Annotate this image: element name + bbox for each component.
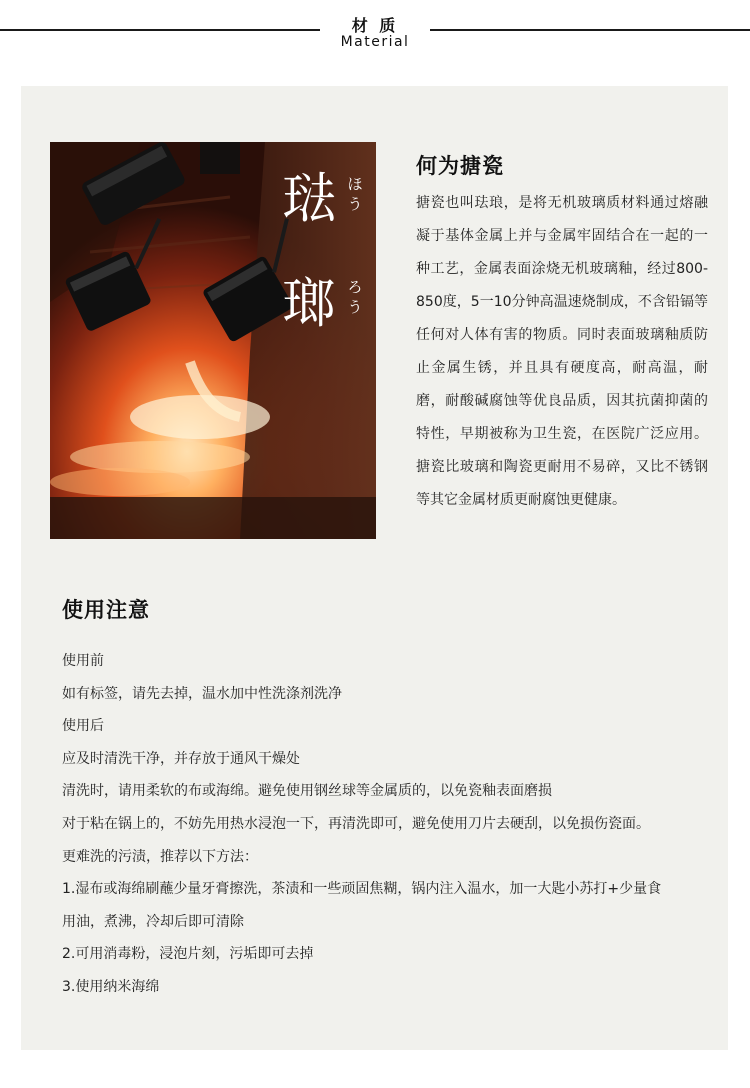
usage-heading: 使用注意 — [62, 598, 150, 622]
usage-line: 1.湿布或海绵刷蘸少量牙膏擦洗，茶渍和一些顽固焦糊，锅内注入温水，加一大匙小苏打+少量食 — [62, 881, 662, 898]
intro-paragraph: 搪瓷也叫珐琅，是将无机玻璃质材料通过熔融凝于基体金属上并与金属牢固结合在一起的一种工艺，金属表面涂烧无机玻璃釉，经过800-850度，5一10分钟高温速烧制成，不含铅镉等任何对人体有害的物质。同时表面玻璃釉质防止金属生锈，并且具有硬度高，耐高温，耐磨，耐酸碱腐蚀等优良品质，因其抗菌抑菌的特性，早期被称为卫生瓷，在医院广泛应用。搪瓷比玻璃和陶瓷更耐用不易碎，又比不锈钢等其它金属材质更耐腐蚀更健康。 — [416, 195, 708, 508]
usage-notes-list — [62, 645, 722, 1004]
kanji-enamel-1: 琺 — [282, 167, 336, 230]
section-title-cn: 材 质 — [351, 16, 399, 35]
usage-line: 2.可用消毒粉，浸泡片刻，污垢即可去掉 — [62, 946, 314, 963]
usage-line: 如有标签，请先去掉，温水加中性洗涤剂洗净 — [62, 685, 342, 702]
usage-line: 清洗时，请用柔软的布或海绵。避免使用钢丝球等金属质的，以免瓷釉表面磨损 — [62, 783, 552, 800]
furigana-2: ろう — [347, 278, 363, 316]
furigana-1: ほう — [347, 175, 363, 213]
section-header — [0, 0, 750, 70]
section-title-en: Material — [340, 34, 410, 50]
usage-line: 更难洗的污渍，推荐以下方法： — [62, 848, 258, 865]
enamel-firing-photo — [50, 142, 376, 539]
usage-line: 使用前 — [62, 653, 104, 669]
content-panel — [21, 86, 728, 1050]
usage-line: 3.使用纳米海绵 — [62, 978, 160, 995]
usage-line: 使用后 — [62, 718, 104, 735]
usage-line: 对于粘在锅上的，不妨先用热水浸泡一下，再清洗即可，避免使用刀片去硬刮，以免损伤瓷面。 — [62, 815, 650, 832]
intro-heading: 何为搪瓷 — [416, 154, 504, 178]
usage-line: 应及时清洗干净，并存放于通风干燥处 — [62, 750, 300, 767]
kanji-enamel-2: 瑯 — [282, 272, 336, 335]
usage-line: 用油，煮沸，冷却后即可清除 — [62, 913, 244, 930]
